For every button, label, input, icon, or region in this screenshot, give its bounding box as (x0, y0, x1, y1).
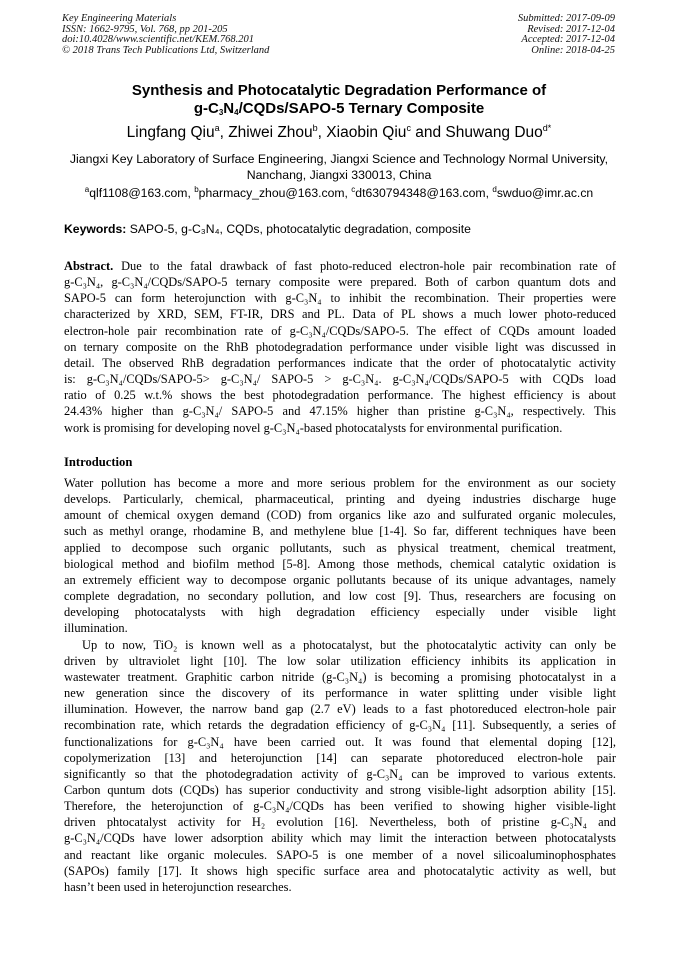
intro-line: developing photocatalysts with high degradation efficiency especially under visible light (64, 605, 616, 620)
email-sep: , (344, 186, 352, 200)
abstract-line: 24.43% higher than g-C₃N₄/ SAPO-5 and 47.15% higher than pristine g-C₃N₄, respectively. This (64, 404, 616, 419)
intro-line: new generation since the discovery of its performance in water splitting under visible light (64, 686, 616, 701)
intro-line: wastewater treatment. Graphitic carbon nitride (g-C₃N₄) is becoming a promising photocatalyst in a (64, 669, 616, 684)
intro-line: Water pollution has become a more and more serious problem for the environment as our society (64, 476, 616, 490)
intro-line: develops. Particularly, chemical, pharmaceutical, printing and dyeing industries discharge huge (64, 492, 616, 507)
online-date: Online: 2018-04-25 (531, 44, 615, 56)
author-mark: c (406, 123, 411, 133)
title-subscript: 3 (218, 108, 224, 117)
intro-line: (SAPOs) family [17]. It shows high specific surface area and photocatalytic activity as well, but (64, 863, 616, 878)
affiliation-line-1: Jiangxi Key Laboratory of Surface Engineering, Jiangxi Science and Technology Normal University, (69, 152, 609, 166)
introduction-heading: Introduction (64, 455, 133, 469)
intro-line: such as methyl orange, rhodamine B, and methylene blue [1-4]. So far, different techniques have been (64, 524, 616, 539)
intro-paragraph-1 (64, 475, 616, 637)
intro-line: an extremely efficient way to decompose organic pollutants because of its unique advantages, namely (64, 572, 616, 587)
intro-line: biological method and biofilm method [5-8]. Among those methods, chemical catalytic oxidation is (64, 556, 616, 571)
intro-line: driven by ultraviolet light [10]. The low solar utilization efficiency inhibits its application in (64, 653, 616, 668)
email-address[interactable]: dt630794348@163.com (355, 186, 486, 200)
author-name: Shuwang Duo (445, 124, 543, 141)
intro-line: and reactant like organic molecules. SAPO-5 is one member of a novel silicoaluminophosphates (64, 847, 616, 862)
affiliation (40, 151, 638, 183)
intro-line: significantly so that the photodegradation activity of g-C₃N₄ can be improved to various extents. (64, 766, 616, 781)
email-address[interactable]: qlf1108@163.com (89, 186, 188, 200)
intro-line: amount of chemical oxygen demand (COD) from organics like azo and sulfurated organic molecules, (64, 508, 616, 523)
intro-line: hasn’t been used in heterojunction researches. (64, 879, 292, 894)
author-name: Lingfang Qiu (126, 124, 215, 141)
email-list (40, 185, 638, 201)
revised-date: Revised: 2017-12-04 (527, 23, 615, 35)
email-address[interactable]: swduo@imr.ac.cn (496, 186, 594, 200)
dates-info (518, 14, 615, 56)
abstract-line (64, 258, 616, 274)
abstract-text: Due to the fatal drawback of fast photo-reduced electron-hole pair recombination rate of (113, 259, 616, 273)
author-name: Xiaobin Qiu (326, 124, 407, 141)
email-mark: d (492, 185, 497, 194)
keywords-text: SAPO-5, g-C₃N₄, CQDs, photocatalytic degradation, composite (126, 222, 471, 236)
abstract-line: work is promising for developing novel g-C₃N₄-based photocatalysts for environmental purification. (64, 420, 563, 435)
submitted-date: Submitted: 2017-09-09 (517, 13, 615, 24)
intro-line: functionalizations for g-C₃N₄ have been carried out. It was found that elemental doping [12], (64, 734, 616, 749)
title-line-1: Synthesis and Photocatalytic Degradation Performance of (131, 82, 547, 99)
email-mark: a (84, 185, 90, 194)
intro-line: driven phtocatalyst activity for H₂ evolution [16]. Nevertheless, both of pristine g-C₃N₄ and (64, 815, 616, 830)
introduction-body (64, 475, 616, 895)
intro-line: copolymerization [13] and heterojunction [14] can separate photoreduced electron-hole pair (64, 750, 616, 765)
abstract-line: on ternary composite on the RhB photodegradation performance under visible light was discussed in (64, 339, 616, 354)
email-sep: , (187, 186, 195, 200)
journal-name: Key Engineering Materials (62, 13, 177, 24)
abstract-line: electron-hole pair recombination rate of g-C₃N₄/CQDs/SAPO-5. The effect of CQDs amount loaded (64, 323, 616, 338)
author-sep: , (317, 124, 327, 141)
abstract-line: is: g-C₃N₄/CQDs/SAPO-5> g-C₃N₄/ SAPO-5 > g-C₃N₄. g-C₃N₄/CQDs/SAPO-5 with CQDs load (64, 372, 616, 387)
intro-line: Carbon quntum dots (CQDs) has superior conductivity and strong visible-light adsorption ability [15]. (64, 782, 616, 797)
journal-info (62, 14, 269, 56)
author-name: Zhiwei Zhou (228, 124, 313, 141)
abstract-line: characterized by XRD, SEM, FT-IR, DRS and PL. Data of PL shows a much lower photo-reduced (64, 307, 616, 322)
intro-line: complete degradation, no secondary pollution, and low cost [9]. Thus, researchers are focusing on (64, 589, 616, 604)
abstract-line: SAPO-5 can form heterojunction with g-C₃N₄ to inhibit the recombination. Their properties were (64, 291, 616, 306)
intro-line: Up to now, TiO₂ is known well as a photocatalyst, but the photocatalytic activity can only be (82, 637, 616, 652)
title-part: g-C (193, 100, 219, 117)
abstract-line: g-C₃N₄, g-C₃N₄/CQDs/SAPO-5 ternary composite were prepared. Both of carbon quantum dots and (64, 275, 616, 290)
intro-line: recombination rate, which retards the degradation efficiency of g-C₃N₄ [11]. Subsequently, a series of (64, 718, 616, 733)
intro-line: illumination. However, the narrow band gap (2.7 eV) leads to a fast photoreduced electron-hole pair (64, 702, 616, 717)
email-mark: c (351, 185, 356, 194)
author-mark: a (214, 123, 220, 133)
title-subscript: 4 (234, 108, 239, 117)
affiliation-line-2: Nanchang, Jiangxi 330013, China (246, 168, 432, 182)
intro-line: illumination. (64, 621, 128, 636)
accepted-date: Accepted: 2017-12-04 (521, 34, 615, 46)
email-address[interactable]: pharmacy_zhou@163.com (198, 186, 345, 200)
abstract-label: Abstract. (64, 259, 114, 273)
intro-paragraph-2 (64, 637, 616, 896)
keywords (64, 221, 616, 237)
paper-title (40, 82, 638, 118)
keywords-label: Keywords: (64, 222, 127, 236)
title-line-2 (40, 100, 638, 118)
author-sep: , (219, 124, 229, 141)
issn: ISSN: 1662-9795, Vol. 768, pp 201-205 (62, 23, 228, 35)
title-part: /CQDs/SAPO-5 Ternary Composite (238, 100, 485, 117)
copyright: © 2018 Trans Tech Publications Ltd, Switzerland (62, 44, 270, 56)
doi: doi:10.4028/www.scientific.net/KEM.768.201 (62, 34, 254, 46)
intro-line: Therefore, the heterojunction of g-C₃N₄/CQDs has been verified to showing higher visible-light (64, 799, 616, 814)
email-sep: , (485, 186, 493, 200)
author-list (40, 123, 638, 143)
author-sep: and (410, 124, 446, 141)
author-mark: b (312, 123, 318, 133)
title-part: N (223, 100, 235, 117)
email-mark: b (194, 185, 199, 194)
intro-line: g-C₃N₄/CQDs have lower adsorption ability which may limit the interaction between photocatalysts (64, 831, 616, 846)
abstract (64, 258, 616, 436)
abstract-line: ratio of 0.25 w.t.% shows the best photodegradation performance. The highest efficiency is about (64, 388, 616, 403)
author-mark: d* (542, 123, 552, 133)
abstract-line: detail. The observed RhB degradation performances indicate that the order of photocatalytic activity (64, 355, 616, 370)
intro-line: applied to decompose such organic pollutants, such as physical treatment, chemical treatment, (64, 540, 616, 555)
